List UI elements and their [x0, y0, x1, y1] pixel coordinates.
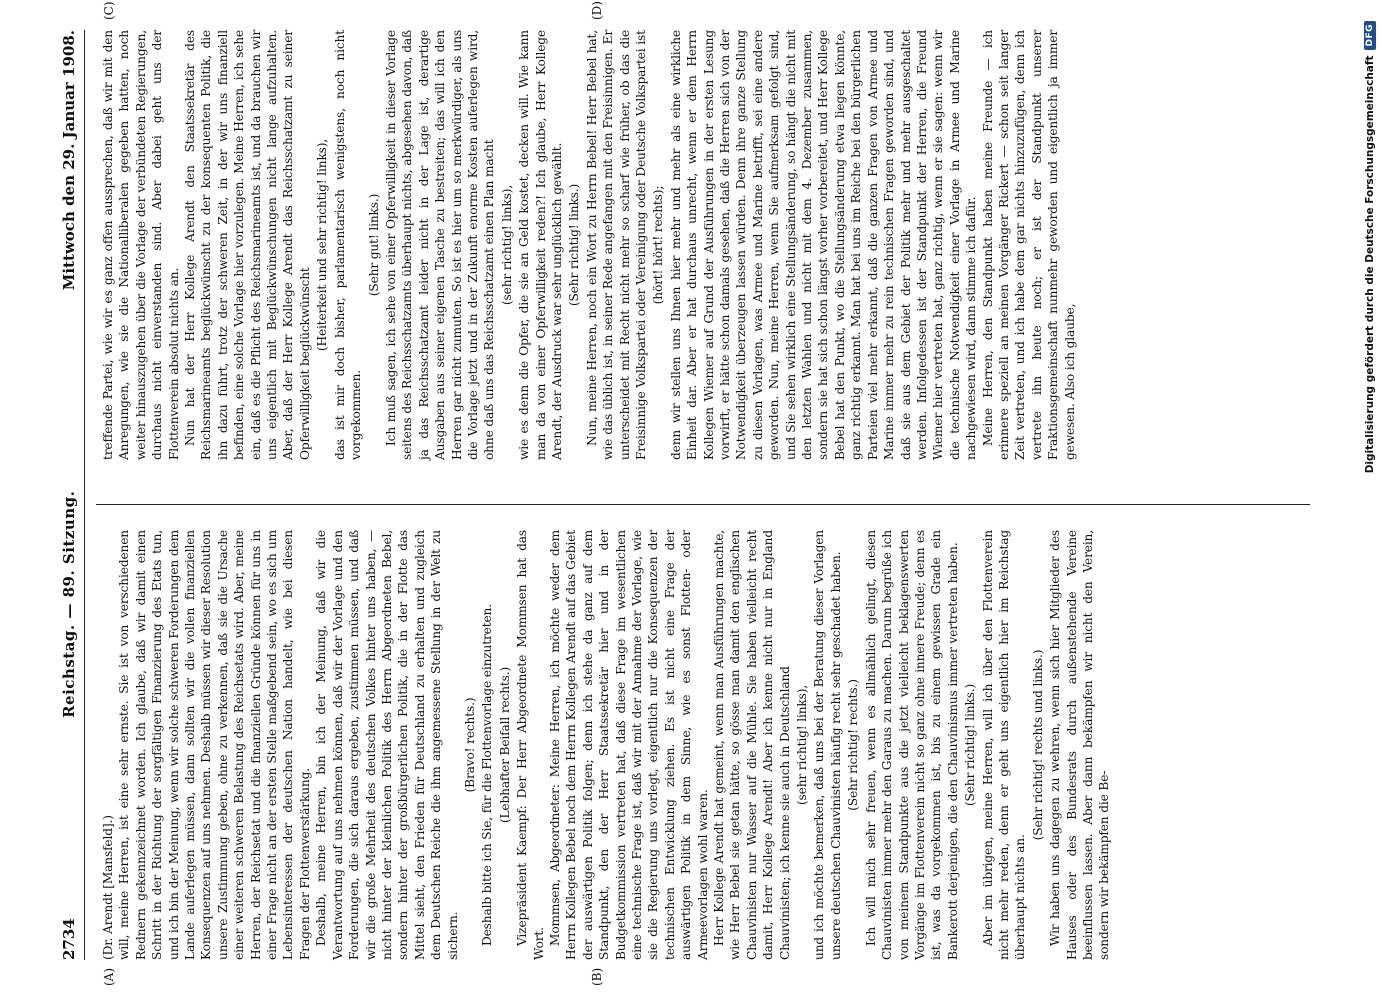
speaker-ref: (Dr. Arendt [Mansfeld].) — [101, 815, 115, 960]
digitization-note — [1362, 6, 1378, 996]
paragraph: Vizepräsident Kaempf: Der Herr Abgeordnete Mommsen hat das Wort. — [515, 530, 546, 960]
paragraph: will, meine Herren, ist eine sehr ernste. Sie ist von verschiedenen Rednern gekennzeichnet worden. Ich glaube, daß wir damit einen Schritt in der Richtung der sorgfältigen Finanzierung des Etats tun, und ich bin der Meinung, wenn wir solche schweren Forderungen dem Lande auferlegen müssen, dann sollten wir die vollen finanziellen Konsequenzen auf uns nehmen. Deshalb müssen wir dieser Resolution unsere Zustimmung geben, ohne zu verkennen, daß sie die Ursache einer weiteren schweren Belastung des Reichsetats wird. Aber, meine Herren, der Reichsetat und die finanziellen Gründe können für uns in einer Frage nicht an der ersten Stelle maßgebend sein, wo es sich um Lebensinteressen der deutschen Nation handelt, wie bei diesen Fragen der Flottenverstärkung. — [117, 530, 312, 960]
paragraph: Deshalb, meine Herren, bin ich der Meinung, daß wir die Verantwortung auf uns nehmen können, daß wir der Vorlage und den Forderungen, die sich daraus ergeben, zustimmen müssen, und daß wir die große Mehrheit des deutschen Volkes hinter uns haben, — nicht hinter der kleinlichen Politik des Herrn Abgeordneten Bebel, sondern hinter der großbürgerlichen Politik, die in der Flotte das Mittel sieht, den Frieden für Deutschland zu erhalten und zugleich dem Deutschen Reiche die ihm angemessene Stellung in der Welt zu sichern. — [314, 530, 460, 960]
column-divider — [96, 504, 1310, 505]
right-column — [100, 30, 1078, 460]
interjection: (Bravo! rechts.) — [462, 697, 477, 793]
page-header — [52, 30, 78, 960]
paragraph: Nun hat der Herr Kollege Arendt den Staatssekretär des Reichsmarineamts beglückwünscht zu der konsequenten Politik, die ihn dazu führt, trotz der schweren Zeit, in der wir uns finanziell befinden, eine solche Vorlage hier vorzulegen. Meine Herren, ich sehe ein, daß es die Pflicht des Reichsmarineamts ist, und da brauchen wir uns eigentlich mit Beglückwünschungen nicht lange aufzuhalten. Aber, daß der Herr Kollege Arendt das Reichsschatzamt zu seiner Opferwilligkeit beglückwünscht — [183, 30, 312, 460]
interjection: (Sehr richtig! rechts und links.) — [1030, 649, 1045, 841]
paragraph: Nun, meine Herren, noch ein Wort zu Herrn Bebel! Herr Bebel hat, wie das üblich ist, in seiner Rede angefangen mit den Freisinnigen. Er unterscheidet mit Recht nicht mehr so scharf wie früher, ob das die Freisinnige Volkspartei oder Vereinigung oder Deutsche Volkspartei ist — [584, 30, 648, 460]
paragraph: und ich möchte bemerken, daß uns bei der Beratung dieser Vorlagen unsere deutschen Chauvinisten häufig recht sehr geschadet haben. — [812, 530, 843, 960]
paragraph: Meine Herren, den Standpunkt haben meine Freunde — ich erinnere speziell an meinen Vorgänger Rickert — schon seit langer Zeit vertreten, und ich habe dem gar nichts hinzuzufügen, denn ich vertrete ihn heute noch; er ist der Standpunkt unserer Fraktionsgemeinschaft nunmehr geworden und eigentlich ja immer gewesen. Also ich glaube, — [980, 30, 1077, 460]
header-date: Mittwoch den 29. Januar 1908. — [60, 30, 78, 291]
interjection: (Lebhafter Beifall rechts.) — [497, 666, 512, 824]
margin-marker-d: (D) — [590, 1, 604, 20]
paragraph: Aber im übrigen, meine Herren, will ich über den Flottenverein nicht mehr reden, denn er geht uns eigentlich hier im Reichstag überhaupt nichts an. — [980, 530, 1028, 960]
interjection: (Sehr richtig! links.) — [963, 683, 978, 807]
interjection: (Sehr richtig! rechts.) — [846, 679, 861, 811]
dfg-logo: DFG — [1364, 21, 1376, 50]
paragraph: Wir haben uns dagegen zu wehren, wenn sich hier Mitglieder des Hauses oder des Bundesrats durch außenstehende Vereine beeinflussen lassen. Aber dann bekämpfen wir nicht den Verein, sondern wir bekämpfen die Be- — [1048, 530, 1112, 960]
paragraph: Deshalb bitte ich Sie, für die Flottenvorlage einzutreten. — [480, 604, 495, 946]
page-number: 2734 — [60, 918, 78, 960]
header-session: Reichstag. — 89. Sitzung. — [60, 490, 78, 718]
paragraph: denn wir stellen uns Ihnen hier mehr und mehr als eine wirkliche Einheit dar. Aber er hat durchaus unrecht, wenn er dem Herrn Kollegen Wiemer auf Grund der Ausführungen in der ersten Lesung vorwirft, er hätte schon damals gesehen, daß die Herren sich von der Notwendigkeit überzeugen lassen würden. Denn ihre ganze Stellung zu diesen Vorlagen, was Armee und Marine betrifft, sei eine andere geworden. Nun, meine Herren, wenn Sie aufmerksam gefolgt sind, und Sie sehen wirklich eine Stellungsänderung, so hängt die nicht mit den letzten Wahlen und nicht mit dem 4. Dezember zusammen, sondern sie hat sich schon längst vorher vorbereitet, und Herr Kollege Bebel hat den Punkt, wo die Stellungsänderung etwa liegen könnte, ganz richtig erkannt. Man hat bei uns im Reiche bei den bürgerlichen Parteien viel mehr erkannt, daß die ganzen Fragen von Armee und Marine immer mehr zu rein technischen Fragen geworden sind, und daß sie aus dem Gebiet der Politik mehr und mehr ausgeschaltet werden. Infolgedessen ist der Standpunkt der Herren, die Freund Wiemer hier vertreten hat, ganz richtig, wenn er sie sagen: wenn wir die technische Notwendigkeit einer Vorlage in Armee und Marine nachgewiesen wird, dann stimme ich dafür. — [668, 30, 979, 460]
margin-marker-b: (B) — [590, 967, 604, 986]
paragraph: Herr Kollege Arendt hat gemeint, wenn man Ausführungen machte, wie Herr Bebel sie getan hätte, so gösse man damit den englischen Chauvinisten nur Wasser auf die Mühle. Sie haben vielleicht recht damit, Herr Kollege Arendt! Aber ich kenne nicht nur in England Chauvinisten; ich kenne sie auch in Deutschland — [712, 530, 792, 960]
interjection: (Heiterkeit und sehr richtig! links), — [315, 138, 330, 352]
header-rule — [84, 30, 85, 960]
paragraph: treffende Partei, wie wir es ganz offen aussprechen, daß wir mit den Anregungen, wie sie die Nationalliberalen gegeben hatten, noch weiter hinauszugehen über die Vorlage der verbündeten Regierungen, durchaus nicht einverstanden sind. Aber dabei geht uns der Flottenverein absolut nichts an. — [101, 30, 181, 460]
paragraph: Mommsen, Abgeordneter: Meine Herren, ich möchte weder dem Herrn Kollegen Bebel noch dem Herrn Kollegen Arendt auf das Gebiet der auswärtigen Politik folgen; denn ich stehe da ganz auf dem Standpunkt, den der Herr Staatssekretär hier und in der Budgetkommission vertreten hat, daß diese Frage im wesentlichen eine technische Frage ist, daß wir mit der Annahme der Vorlage, wie sie die Regierung uns vorlegt, eigentlich nur die Konsequenzen der technischen Entwicklung ziehen. Es ist nicht eine Frage der auswärtigen Politik in dem Sinne, wie es sonst Flotten- oder Armeevorlagen wohl waren. — [547, 530, 710, 960]
paragraph: Ich will mich sehr freuen, wenn es allmählich gelingt, diesen Chauvinisten immer mehr den Garaus zu machen. Darum begrüße ich von meinem Standpunkte aus die jetzt vielleicht beklagenswerten Vorgänge im Flottenverein nicht so ganz ohne innere Freude; denn es ist, was da vorgekommen ist, bis zu einem gewissen Grade ein Bankerott derjenigen, die den Chauvinismus immer vertreten haben. — [863, 530, 960, 960]
paragraph: Ich muß sagen, ich sehe von einer Opferwilligkeit in dieser Vorlage seitens des Reichsschatzamts überhaupt nichts, abgesehen davon, daß ja das Reichsschatzamt leider nicht in der Lage ist, derartige Ausgaben aus seiner eigenen Tasche zu bestreiten; das will ich den Herren gar nicht zumuten. So ist es hier um so merkwürdiger, als uns die Vorlage jetzt und in der Zukunft enorme Kosten auferlegen wird, ohne daß uns das Reichsschatzamt einen Plan macht — [383, 30, 497, 460]
paragraph: das ist mir doch bisher, parlamentarisch wenigstens, noch nicht vorgekommen. — [332, 30, 364, 460]
interjection: (Sehr richtig! links.) — [567, 183, 582, 307]
interjection: (sehr richtig! links), — [499, 184, 514, 306]
interjection: (hört! hört! rechts); — [651, 185, 666, 305]
digitization-text: Digitalisierung gefördert durch die Deutsche Forschungsgemeinschaft — [1364, 55, 1376, 474]
margin-marker-a: (A) — [102, 967, 116, 986]
interjection: (Sehr gut! links.) — [366, 193, 381, 297]
left-column — [100, 530, 1113, 960]
interjection: (sehr richtig! links), — [795, 684, 810, 806]
margin-marker-c: (C) — [102, 1, 116, 20]
paragraph: wie es denn die Opfer, die sie an Geld kostet, decken will. Wie kann man da von einer Opferwilligkeit reden?! Ich glaube, Herr Kollege Arendt, der Ausdruck war sehr unglücklich gewählt. — [517, 30, 564, 460]
